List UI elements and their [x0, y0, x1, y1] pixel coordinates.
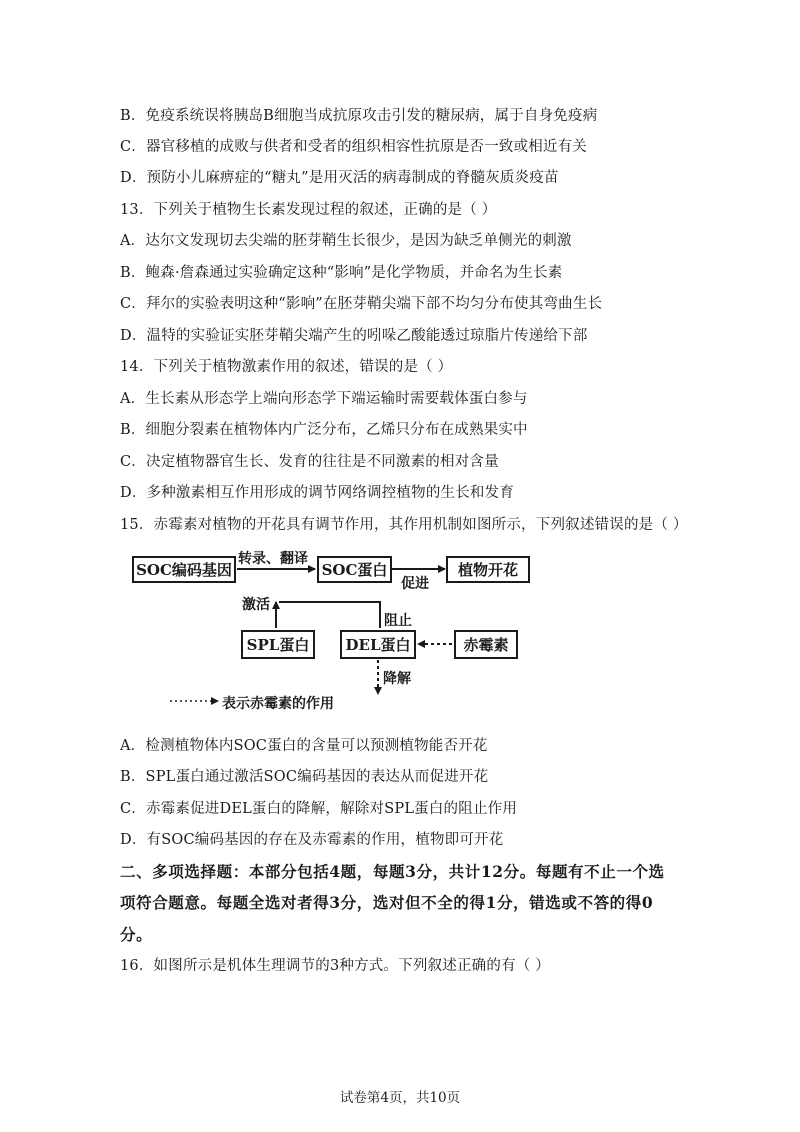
- soc-protein-box: SOC蛋白: [317, 556, 392, 583]
- legend-label: 表示赤霉素的作用: [222, 696, 334, 712]
- q13-option-a: A．达尔文发现切去尖端的胚芽鞘生长很少，是因为缺乏单侧光的刺激: [120, 233, 572, 249]
- page-footer: 试卷第4页，共10页: [339, 1090, 461, 1106]
- section2-heading-line1: 二、多项选择题：本部分包括4题，每题3分，共计12分。每题有不止一个选: [120, 862, 665, 881]
- label-degrade: 降解: [383, 671, 411, 687]
- label-activate: 激活: [242, 597, 270, 613]
- q15-option-b: B．SPL蛋白通过激活SOC编码基因的表达从而促进开花: [120, 769, 489, 785]
- q14-stem: 14．下列关于植物激素作用的叙述，错误的是（ ）: [120, 359, 453, 375]
- line-block-from-del: [279, 602, 380, 628]
- spl-protein-box: SPL蛋白: [241, 630, 315, 659]
- label-promote: 促进: [401, 576, 429, 592]
- q15-option-d: D．有SOC编码基因的存在及赤霉素的作用，植物即可开花: [120, 832, 504, 848]
- q12-option-d: D．预防小儿麻痹症的“糖丸”是用灭活的病毒制成的脊髓灰质炎疫苗: [120, 170, 559, 186]
- flowering-box: 植物开花: [446, 556, 530, 583]
- q14-option-a: A．生长素从形态学上端向形态学下端运输时需要载体蛋白参与: [120, 391, 528, 407]
- q14-option-d: D．多种激素相互作用形成的调节网络调控植物的生长和发育: [120, 485, 515, 501]
- section2-heading-line3: 分。: [120, 925, 153, 944]
- q15-option-a: A．检测植物体内SOC蛋白的含量可以预测植物能否开花: [120, 738, 488, 754]
- section2-heading-line2: 项符合题意。每题全选对者得3分，选对但不全的得1分，错选或不答的得0: [120, 893, 654, 912]
- gibberellin-box: 赤霉素: [454, 630, 518, 659]
- q14-option-b: B．细胞分裂素在植物体内广泛分布，乙烯只分布在成熟果实中: [120, 422, 528, 438]
- q15-stem: 15．赤霉素对植物的开花具有调节作用，其作用机制如图所示，下列叙述错误的是（ ）: [120, 517, 688, 533]
- q13-option-d: D．温特的实验证实胚芽鞘尖端产生的吲哚乙酸能透过琼脂片传递给下部: [120, 328, 588, 344]
- q12-option-b: B．免疫系统误将胰岛B细胞当成抗原攻击引发的糖尿病，属于自身免疫病: [120, 108, 598, 124]
- q13-option-b: B．鲍森·詹森通过实验确定这种“影响”是化学物质，并命名为生长素: [120, 265, 563, 281]
- label-block: 阻止: [384, 613, 412, 629]
- q14-option-c: C．决定植物器官生长、发育的往往是不同激素的相对含量: [120, 454, 499, 470]
- soc-gene-box: SOC编码基因: [132, 556, 236, 583]
- label-transcribe-translate: 转录、翻译: [238, 551, 308, 567]
- q13-option-c: C．拜尔的实验表明这种“影响”在胚芽鞘尖端下部不均匀分布使其弯曲生长: [120, 296, 603, 312]
- q13-stem: 13．下列关于植物生长素发现过程的叙述，正确的是（ ）: [120, 202, 497, 218]
- q16-stem: 16．如图所示是机体生理调节的3种方式。下列叙述正确的有（ ）: [120, 958, 550, 974]
- del-protein-box: DEL蛋白: [340, 630, 416, 659]
- q12-option-c: C．器官移植的成败与供者和受者的组织相容性抗原是否一致或相近有关: [120, 139, 587, 155]
- q15-option-c: C．赤霉素促进DEL蛋白的降解，解除对SPL蛋白的阻止作用: [120, 801, 518, 817]
